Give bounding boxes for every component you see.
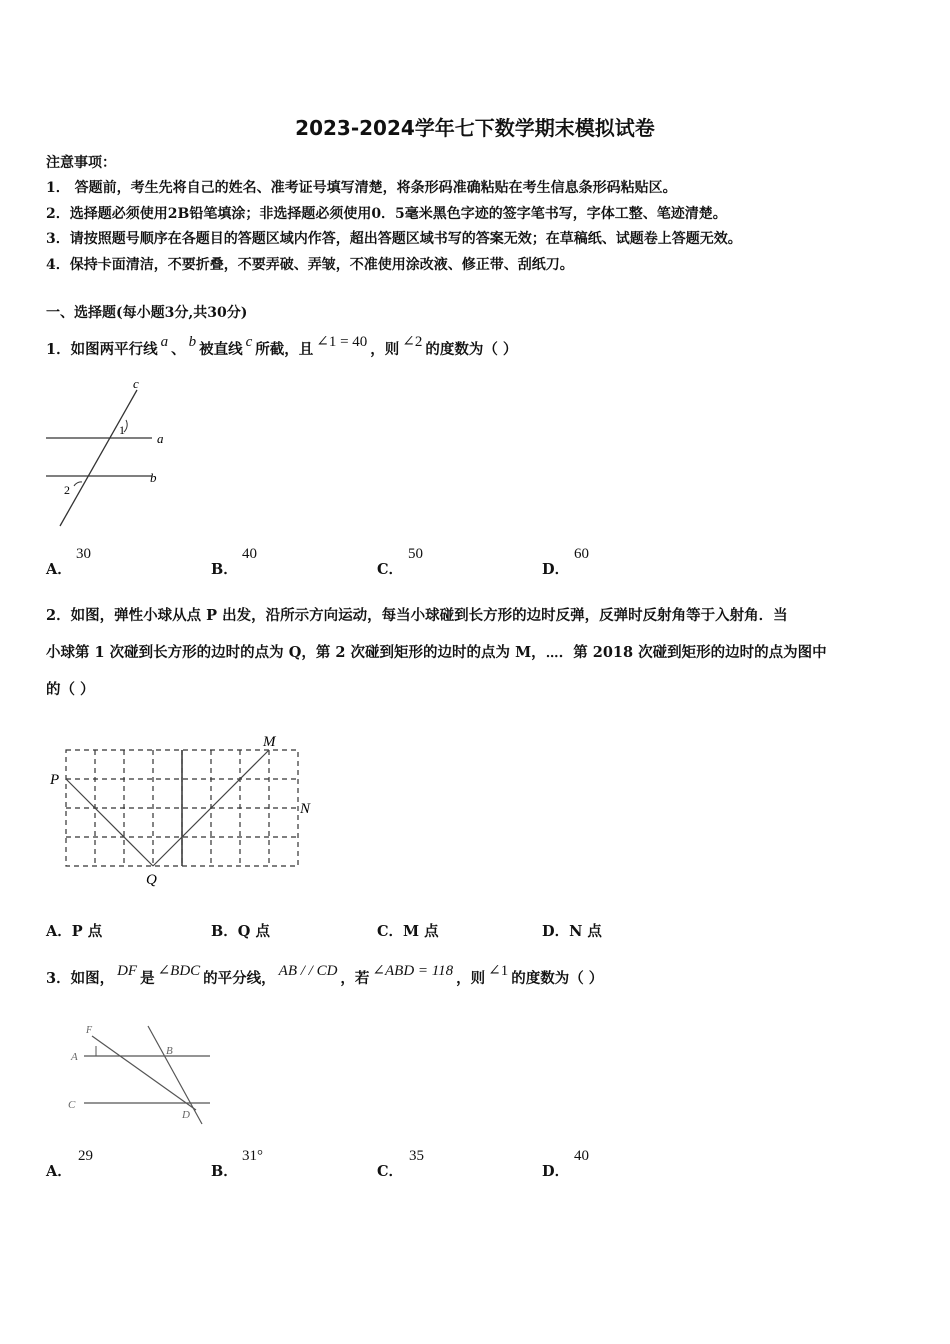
q3-option-d[interactable]: D． bbox=[542, 1163, 570, 1180]
label-N: N bbox=[300, 801, 311, 817]
label-A: A bbox=[71, 1051, 78, 1063]
line-c bbox=[60, 390, 137, 526]
q3-option-b[interactable]: B． bbox=[211, 1163, 238, 1180]
q2-option-b[interactable]: B．Q 点 bbox=[211, 923, 270, 940]
q1-option-a[interactable]: A． bbox=[46, 561, 72, 578]
q3-option-c-value: 35 bbox=[409, 1148, 424, 1164]
q2-option-d[interactable]: D．N 点 bbox=[542, 923, 602, 940]
q1-option-a-value: 30 bbox=[76, 546, 91, 562]
q2-option-c[interactable]: C．M 点 bbox=[377, 923, 439, 940]
section-heading: 一、选择题(每小题3分,共30分) bbox=[46, 305, 248, 321]
q3-option-a-value: 29 bbox=[78, 1148, 93, 1164]
page-title: 2023-2024学年七下数学期末模拟试卷 bbox=[295, 116, 655, 140]
label-B: B bbox=[166, 1045, 173, 1057]
q1-option-c-value: 50 bbox=[408, 546, 423, 562]
label-1: 1 bbox=[119, 423, 125, 437]
q1-option-b-value: 40 bbox=[242, 546, 257, 562]
q1-stem: 1．如图两平行线 a 、 b 被直线 c 所截，且 ∠1 = 40 ，则 ∠2 的度数为（ ） bbox=[46, 334, 518, 358]
label-c: c bbox=[133, 376, 139, 391]
q2-stem-line-1: 2．如图，弹性小球从点 P 出发，沿所示方向运动，每当小球碰到长方形的边时反弹，反弹时反射角等于入射角．当 bbox=[46, 607, 788, 624]
path-qm bbox=[153, 750, 269, 866]
label-P: P bbox=[50, 772, 60, 788]
q1-option-b[interactable]: B． bbox=[211, 561, 238, 578]
q2-figure bbox=[44, 728, 324, 893]
q2-stem-line-3: 的（ ） bbox=[46, 681, 95, 698]
notice-item-1: 1． 答题前，考生先将自己的姓名、准考证号填写清楚，将条形码准确粘贴在考生信息条形码粘贴区。 bbox=[46, 180, 677, 196]
q2-option-a[interactable]: A．P 点 bbox=[46, 923, 103, 940]
label-D: D bbox=[182, 1109, 190, 1121]
q1-option-c[interactable]: C． bbox=[377, 561, 404, 578]
label-a: a bbox=[157, 431, 164, 446]
q3-figure bbox=[62, 1020, 222, 1130]
label-Q: Q bbox=[146, 872, 157, 888]
line-df bbox=[92, 1036, 196, 1110]
label-2: 2 bbox=[64, 483, 70, 497]
q2-stem-line-2: 小球第 1 次碰到长方形的边时的点为 Q，第 2 次碰到矩形的边时的点为 M，⋯．第 2018 次碰到矩形的边时的点为图中 bbox=[46, 644, 827, 661]
label-M: M bbox=[263, 734, 276, 750]
q3-option-a[interactable]: A． bbox=[46, 1163, 72, 1180]
notice-item-4: 4．保持卡面清洁，不要折叠，不要弄破、弄皱，不准使用涂改液、修正带、刮纸刀。 bbox=[46, 257, 574, 273]
q1-option-d-value: 60 bbox=[574, 546, 589, 562]
q3-option-b-value: 31° bbox=[242, 1148, 263, 1164]
q3-stem: 3．如图， DF 是 ∠BDC 的平分线， AB / / CD ，若 ∠ABD = 118 ，则 ∠1 的度数为（ ） bbox=[46, 963, 604, 987]
q1-option-d[interactable]: D． bbox=[542, 561, 570, 578]
notice-heading: 注意事项： bbox=[46, 155, 116, 171]
q3-option-d-value: 40 bbox=[574, 1148, 589, 1164]
q1-figure bbox=[40, 372, 180, 532]
line-bd bbox=[148, 1026, 202, 1124]
label-b: b bbox=[150, 470, 157, 485]
label-C: C bbox=[68, 1099, 76, 1111]
label-F: F bbox=[86, 1025, 93, 1036]
path-pq bbox=[66, 779, 153, 866]
q3-option-c[interactable]: C． bbox=[377, 1163, 404, 1180]
notice-item-2: 2．选择题必须使用2B铅笔填涂；非选择题必须使用0．5毫米黑色字迹的签字笔书写，字体工整、笔迹清楚。 bbox=[46, 206, 727, 222]
notice-item-3: 3．请按照题号顺序在各题目的答题区域内作答，超出答题区域书写的答案无效；在草稿纸、试题卷上答题无效。 bbox=[46, 231, 742, 247]
